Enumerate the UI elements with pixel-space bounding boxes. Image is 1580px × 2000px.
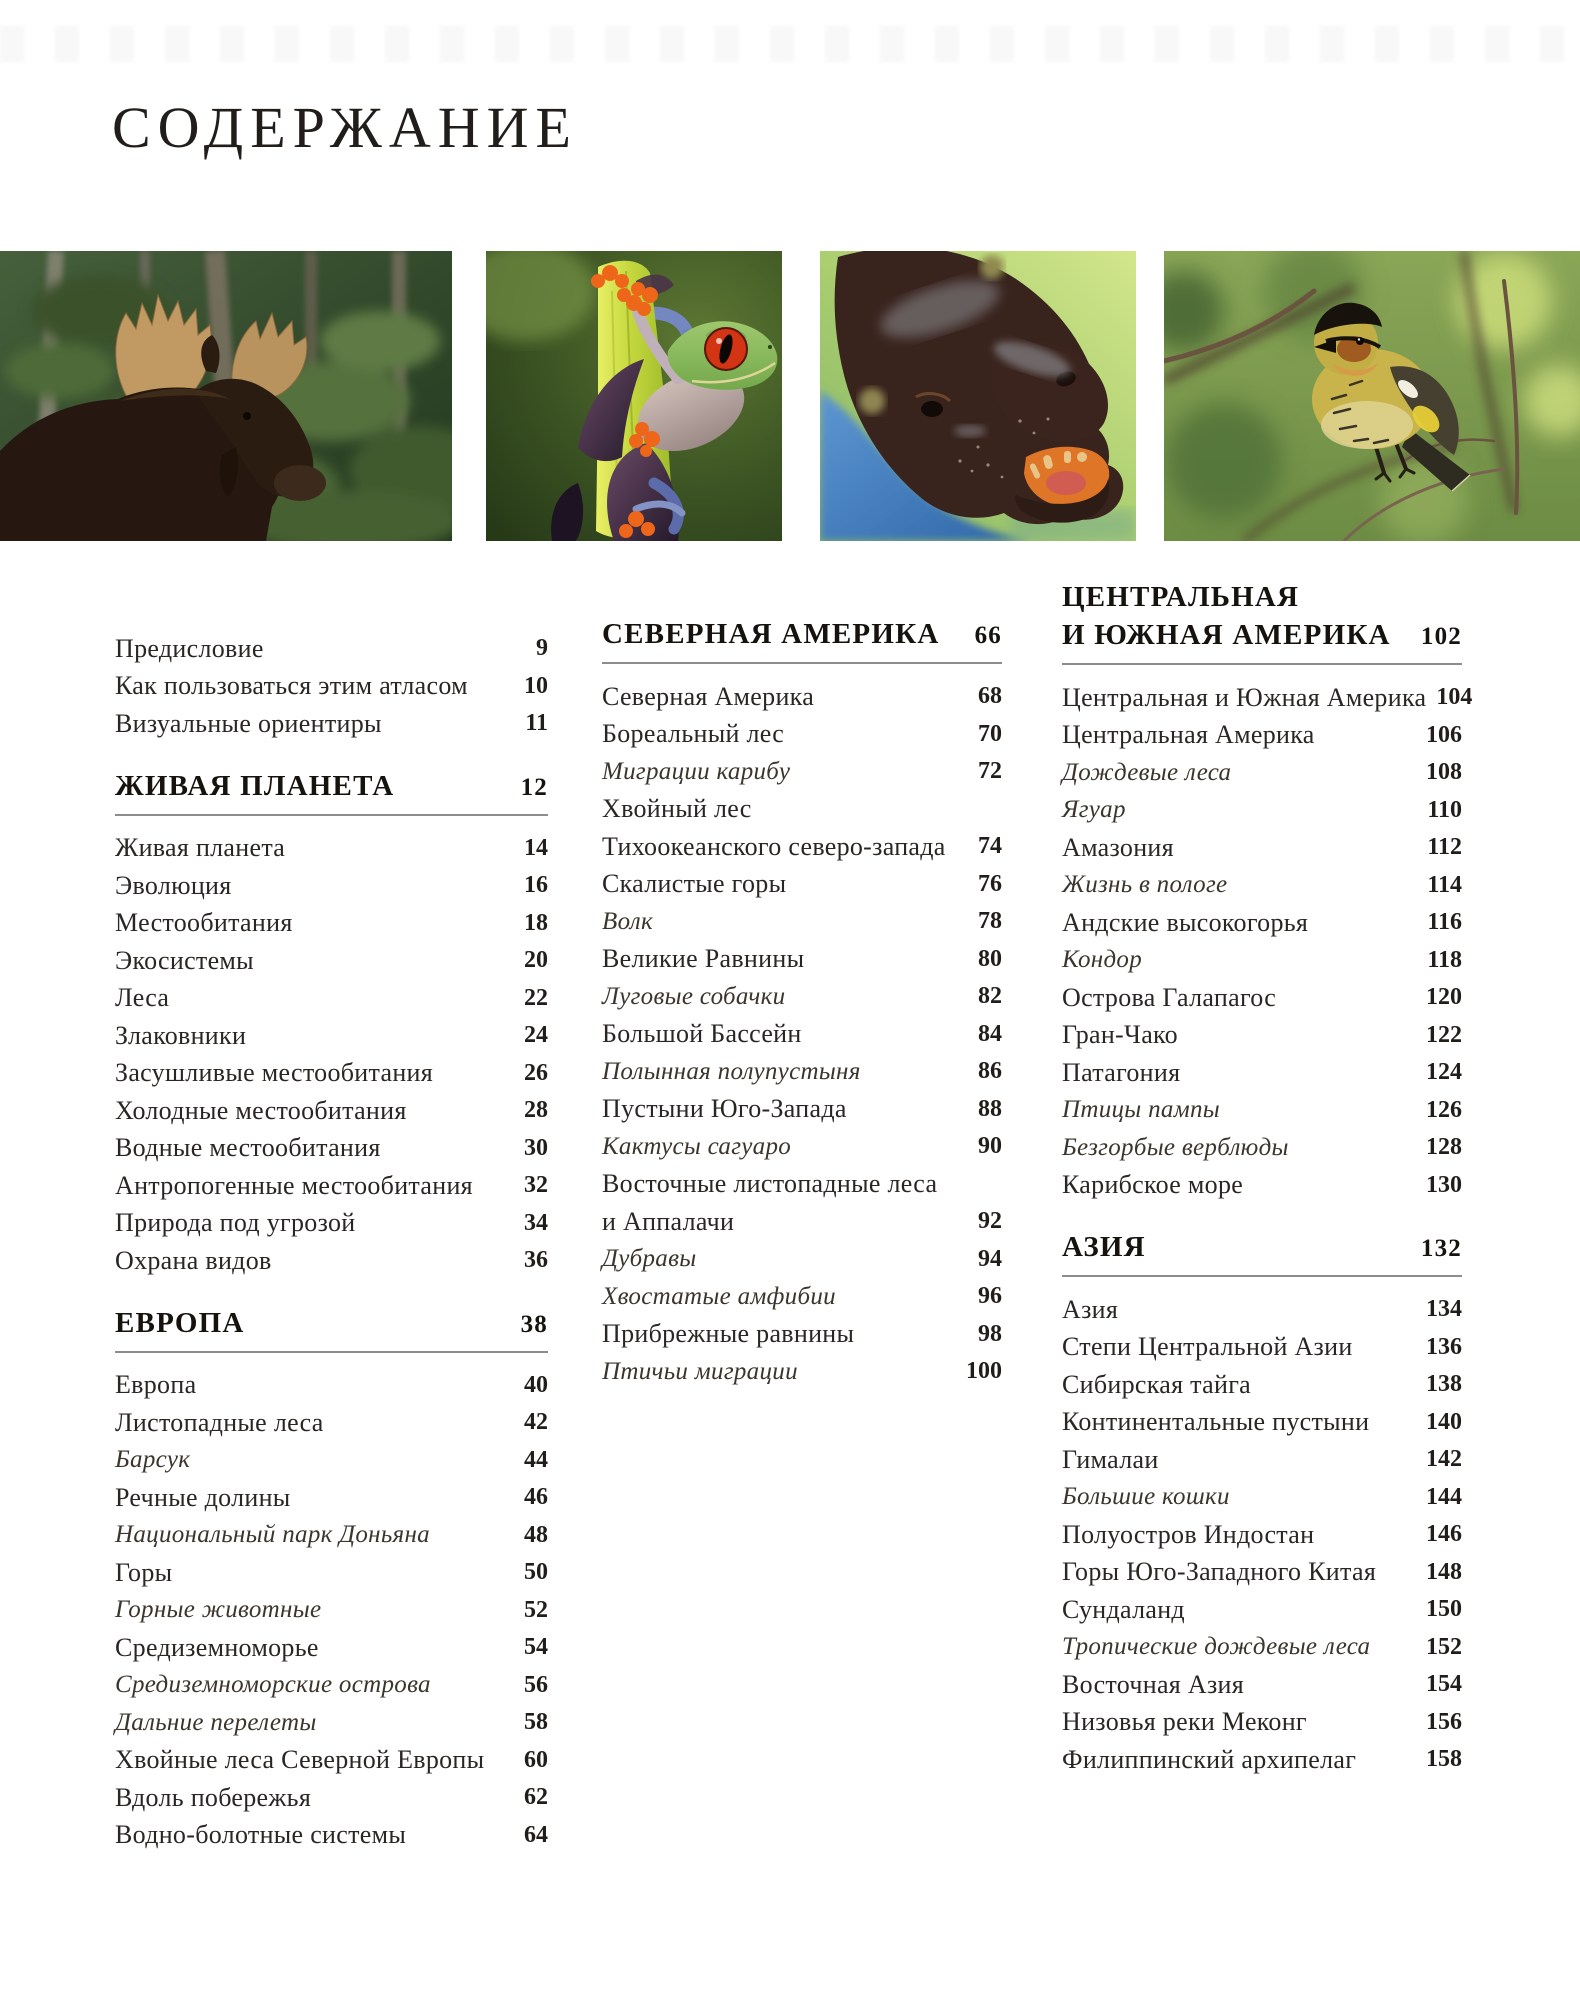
toc-entry-label: Как пользоваться этим атласом: [115, 671, 468, 701]
toc-entry: [1062, 792, 1462, 830]
toc-entry: [115, 830, 548, 868]
section-title: АЗИЯ: [1062, 1231, 1146, 1263]
toc-entry-label: Центральная и Южная Америка: [1062, 682, 1427, 712]
toc-entry-label: Горы Юго-Западного Китая: [1062, 1557, 1377, 1587]
toc-entry-page-number: 24: [524, 1022, 548, 1049]
toc-entry: [115, 942, 548, 980]
toc-entry-label: Волк: [602, 907, 653, 935]
toc-entry-label: Восточные листопадные леса: [602, 1169, 938, 1199]
toc-entry-label: Острова Галапагос: [1062, 982, 1277, 1012]
toc-entry: [115, 905, 548, 943]
pygmy-hippo-photo: [820, 251, 1136, 541]
toc-entry-label: Луговые собачки: [602, 982, 786, 1010]
toc-entry: [1062, 679, 1473, 717]
toc-section-header: [115, 1304, 548, 1353]
toc-entry: [115, 705, 548, 743]
toc-entry: [1062, 979, 1462, 1017]
toc-entry: [1062, 1017, 1462, 1055]
toc-entry: [115, 1055, 548, 1093]
toc-entry-page-number: 138: [1426, 1371, 1462, 1398]
toc-entry-page-number: 48: [524, 1521, 548, 1548]
toc-entry-label: Птицы пампы: [1062, 1096, 1220, 1124]
toc-entry-label: Полуостров Индостан: [1062, 1519, 1315, 1549]
warbler-photo: [1164, 251, 1580, 541]
toc-entry-label: Злаковники: [115, 1020, 247, 1050]
toc-entry-page-number: 76: [978, 870, 1002, 897]
toc-entry: [1062, 1666, 1462, 1704]
toc-entry-label: Бореальный лес: [602, 719, 785, 749]
tree-frog-photo: [486, 251, 782, 541]
toc-entry-page-number: 34: [524, 1209, 548, 1236]
toc-entry-page-number: 32: [524, 1172, 548, 1199]
toc-entry-page-number: 92: [978, 1208, 1002, 1235]
section-title: ЖИВАЯ ПЛАНЕТА: [115, 769, 395, 802]
toc-entry: [115, 1367, 548, 1405]
toc-entry-page-number: 108: [1426, 759, 1462, 786]
toc-entry: [602, 1203, 1002, 1241]
toc-entry-label: Андские высокогорья: [1062, 907, 1309, 937]
toc-entry-label: Речные долины: [115, 1482, 291, 1512]
toc-entry-page-number: 106: [1426, 721, 1462, 748]
toc-entry-page-number: 82: [978, 983, 1002, 1010]
toc-entry-page-number: 80: [978, 945, 1002, 972]
toc-entry-label: Птичьи миграции: [602, 1357, 798, 1385]
toc-entry-label: Барсук: [115, 1446, 191, 1474]
toc-entry: [115, 1742, 548, 1780]
toc-entry: [115, 1130, 548, 1168]
toc-entry-page-number: 150: [1426, 1596, 1462, 1623]
toc-entry-label: Европа: [115, 1370, 197, 1400]
section-header-line: [1062, 578, 1462, 616]
toc-entry: [115, 1167, 548, 1205]
toc-entry: [1062, 1741, 1462, 1779]
toc-entry: [115, 980, 548, 1018]
section-title: ЦЕНТРАЛЬНАЯ: [1062, 581, 1300, 613]
toc-entry-label: Водно-болотные системы: [115, 1820, 407, 1850]
toc-entry-page-number: 84: [978, 1020, 1002, 1047]
toc-entry-label: Большие кошки: [1062, 1483, 1230, 1511]
toc-entry-page-number: 26: [524, 1059, 548, 1086]
toc-entry-label: Филиппинский архипелаг: [1062, 1744, 1357, 1774]
toc-entry: [1062, 1629, 1462, 1667]
toc-entry-page-number: 122: [1426, 1021, 1462, 1048]
toc-entry-page-number: 90: [978, 1133, 1002, 1160]
toc-entry: [602, 1278, 1002, 1316]
toc-entry-page-number: 158: [1426, 1746, 1462, 1773]
toc-entry-label: Азия: [1062, 1294, 1119, 1324]
section-title: И ЮЖНАЯ АМЕРИКА: [1062, 619, 1391, 651]
toc-entry-page-number: 14: [524, 834, 548, 861]
toc-entry-label: Природа под угрозой: [115, 1208, 356, 1238]
toc-entry: [602, 866, 1002, 904]
toc-entry-label: Леса: [115, 983, 170, 1013]
toc-entry-page-number: 68: [978, 683, 1002, 710]
toc-entry-label: Сибирская тайга: [1062, 1369, 1252, 1399]
toc-entry: [602, 791, 1002, 829]
toc-entry-page-number: 36: [524, 1247, 548, 1274]
toc-entry: [1062, 1129, 1462, 1167]
toc-entry-label: Восточная Азия: [1062, 1669, 1244, 1699]
toc-entry-page-number: 98: [978, 1320, 1002, 1347]
section-page-number: 66: [974, 622, 1002, 649]
toc-entry: [1062, 1329, 1462, 1367]
toc-entry-label: Вдоль побережья: [115, 1782, 312, 1812]
toc-entry: [1062, 1366, 1462, 1404]
toc-entry: [115, 1017, 548, 1055]
toc-entry: [115, 1629, 548, 1667]
toc-entry-label: Дальние перелеты: [115, 1708, 317, 1736]
toc-entry: [602, 978, 1002, 1016]
toc-entry-page-number: 126: [1426, 1096, 1462, 1123]
toc-entry-page-number: 9: [536, 635, 548, 662]
section-header-line: [115, 767, 548, 807]
toc-entry: [602, 1353, 1002, 1391]
toc-entry: [602, 1016, 1002, 1054]
toc-entry-page-number: 100: [966, 1358, 1002, 1385]
toc-entry-label: Экосистемы: [115, 945, 254, 975]
toc-entry-page-number: 58: [524, 1709, 548, 1736]
toc-entry: [1062, 1554, 1462, 1592]
toc-entry: [602, 903, 1002, 941]
toc-entry-label: Кондор: [1062, 946, 1142, 974]
section-header-line: [115, 1304, 548, 1344]
toc-entry-page-number: 146: [1426, 1521, 1462, 1548]
toc-entry-label: Хвойные леса Северной Европы: [115, 1745, 485, 1775]
toc-entry-page-number: 120: [1426, 984, 1462, 1011]
toc-entry-page-number: 144: [1426, 1483, 1462, 1510]
toc-entry: [602, 941, 1002, 979]
toc-entry: [602, 1166, 1002, 1204]
toc-entry-page-number: 148: [1426, 1558, 1462, 1585]
toc-entry-label: Хвостатые амфибии: [602, 1282, 836, 1310]
toc-entry-page-number: 140: [1426, 1408, 1462, 1435]
toc-entry: [1062, 1479, 1462, 1517]
toc-entry: [602, 678, 1002, 716]
toc-entry: [1062, 1054, 1462, 1092]
toc-entry-page-number: 130: [1426, 1171, 1462, 1198]
toc-entry-page-number: 118: [1427, 946, 1462, 973]
toc-entry-label: Тропические дождевые леса: [1062, 1633, 1371, 1661]
toc-section-header: [115, 767, 548, 816]
toc-entry-label: Безгорбые верблюды: [1062, 1133, 1289, 1161]
toc-entry-label: Патагония: [1062, 1057, 1181, 1087]
toc-entry: [1062, 1404, 1462, 1442]
toc-entry: [115, 1517, 548, 1555]
toc-entry: [115, 1817, 548, 1855]
toc-entry-page-number: 74: [978, 833, 1002, 860]
toc-entry-label: Холодные местообитания: [115, 1095, 407, 1125]
toc-entry-page-number: 70: [978, 720, 1002, 747]
toc-entry: [602, 828, 1002, 866]
toc-entry-page-number: 22: [524, 984, 548, 1011]
toc-entry-label: Средиземноморье: [115, 1632, 319, 1662]
toc-entry-label: Горы: [115, 1557, 173, 1587]
toc-entry-page-number: 62: [524, 1784, 548, 1811]
toc-entry-label: Гималаи: [1062, 1444, 1159, 1474]
toc-entry: [1062, 1167, 1462, 1205]
toc-entry: [1062, 942, 1462, 980]
toc-entry-page-number: 128: [1426, 1134, 1462, 1161]
toc-entry-page-number: 72: [978, 758, 1002, 785]
toc-entry-label: Дождевые леса: [1062, 758, 1232, 786]
toc-entry-label: Гран-Чако: [1062, 1020, 1178, 1050]
toc-entry-label: и Аппалачи: [602, 1206, 735, 1236]
toc-entry: [115, 1242, 548, 1280]
scan-artifact: [0, 26, 1580, 62]
toc-entry-label: Полынная полупустыня: [602, 1057, 861, 1085]
toc-entry-label: Жизнь в пологе: [1062, 871, 1228, 899]
toc-entry: [115, 1092, 548, 1130]
toc-entry: [1062, 829, 1462, 867]
page-title: СОДЕРЖАНИЕ: [112, 95, 578, 160]
toc-entry-label: Местообитания: [115, 908, 293, 938]
toc-entry: [602, 1316, 1002, 1354]
toc-entry: [115, 1404, 548, 1442]
toc-column-middle: [602, 615, 1002, 1391]
toc-column-left: [115, 630, 548, 1854]
toc-entry-label: Миграции карибу: [602, 757, 791, 785]
toc-entry-page-number: 18: [524, 909, 548, 936]
toc-entry-page-number: 54: [524, 1634, 548, 1661]
toc-entry-page-number: 28: [524, 1097, 548, 1124]
toc-entry-label: Великие Равнины: [602, 944, 805, 974]
toc-section-header: [1062, 578, 1462, 665]
moose-photo: [0, 251, 452, 541]
toc-entry-page-number: 94: [978, 1245, 1002, 1272]
toc-entry-label: Горные животные: [115, 1596, 322, 1624]
section-title: СЕВЕРНАЯ АМЕРИКА: [602, 618, 940, 650]
toc-entry-page-number: 42: [524, 1409, 548, 1436]
toc-section-header: [1062, 1228, 1462, 1277]
toc-entry-page-number: 88: [978, 1095, 1002, 1122]
toc-entry-label: Средиземноморские острова: [115, 1671, 431, 1699]
toc-entry: [115, 1667, 548, 1705]
toc-entry: [115, 1442, 548, 1480]
toc-entry: [1062, 904, 1462, 942]
toc-entry: [602, 1128, 1002, 1166]
toc-entry-page-number: 50: [524, 1559, 548, 1586]
toc-entry: [115, 1554, 548, 1592]
toc-entry-label: Прибрежные равнины: [602, 1319, 855, 1349]
toc-entry-label: Охрана видов: [115, 1245, 272, 1275]
toc-entry-label: Водные местообитания: [115, 1133, 381, 1163]
toc-entry: [1062, 1591, 1462, 1629]
toc-entry-page-number: 112: [1427, 834, 1462, 861]
toc-entry-label: Эволюция: [115, 870, 232, 900]
toc-entry-page-number: 64: [524, 1821, 548, 1848]
toc-entry-label: Сундаланд: [1062, 1594, 1185, 1624]
toc-entry-page-number: 124: [1426, 1059, 1462, 1086]
toc-entry-page-number: 10: [524, 672, 548, 699]
section-page-number: 102: [1420, 623, 1462, 650]
toc-entry-label: Антропогенные местообитания: [115, 1170, 473, 1200]
toc-entry-page-number: 142: [1426, 1446, 1462, 1473]
section-header-line: [1062, 1228, 1462, 1268]
section-title: ЕВРОПА: [115, 1306, 245, 1339]
toc-entry-page-number: 104: [1436, 684, 1473, 711]
toc-entry-page-number: 44: [524, 1446, 548, 1473]
toc-entry: [602, 1241, 1002, 1279]
section-header-line: [602, 615, 1002, 655]
toc-entry-label: Центральная Америка: [1062, 720, 1315, 750]
toc-entry-page-number: 134: [1426, 1296, 1462, 1323]
toc-entry: [115, 1205, 548, 1243]
toc-entry: [115, 1704, 548, 1742]
toc-entry: [602, 716, 1002, 754]
toc-entry-label: Пустыни Юго-Запада: [602, 1094, 847, 1124]
toc-entry: [1062, 1092, 1462, 1130]
toc-entry-label: Визуальные ориентиры: [115, 708, 382, 738]
toc-entry-page-number: 154: [1426, 1671, 1462, 1698]
toc-entry-page-number: 152: [1426, 1633, 1462, 1660]
toc-entry: [115, 1479, 548, 1517]
toc-entry: [115, 1592, 548, 1630]
toc-entry-label: Большой Бассейн: [602, 1019, 802, 1049]
toc-entry-label: Амазония: [1062, 832, 1174, 862]
section-page-number: 12: [520, 773, 548, 801]
toc-entry-page-number: 52: [524, 1596, 548, 1623]
toc-entry: [1062, 1441, 1462, 1479]
toc-entry-label: Северная Америка: [602, 681, 815, 711]
toc-entry-page-number: 156: [1426, 1708, 1462, 1735]
toc-entry-label: Предисловие: [115, 633, 264, 663]
section-page-number: 132: [1420, 1235, 1462, 1262]
toc-entry-page-number: 20: [524, 947, 548, 974]
toc-entry-label: Живая планета: [115, 833, 286, 863]
section-header-line: [1062, 616, 1462, 656]
toc-entry-label: Скалистые горы: [602, 869, 787, 899]
toc-entry: [1062, 1291, 1462, 1329]
toc-entry-page-number: 96: [978, 1283, 1002, 1310]
toc-entry: [1062, 754, 1462, 792]
toc-entry-label: Степи Центральной Азии: [1062, 1332, 1353, 1362]
toc-entry: [1062, 867, 1462, 905]
toc-entry-label: Листопадные леса: [115, 1407, 324, 1437]
toc-entry-page-number: 60: [524, 1746, 548, 1773]
toc-entry-label: Кактусы сагуаро: [602, 1132, 792, 1160]
toc-entry-page-number: 30: [524, 1134, 548, 1161]
toc-entry-label: Засушливые местообитания: [115, 1058, 434, 1088]
toc-entry-label: Карибское море: [1062, 1170, 1244, 1200]
toc-entry-label: Континентальные пустыни: [1062, 1407, 1370, 1437]
toc-entry-page-number: 114: [1427, 871, 1462, 898]
toc-entry-label: Дубравы: [602, 1245, 697, 1273]
toc-entry-label: Ягуар: [1062, 796, 1126, 824]
toc-section-header: [602, 615, 1002, 664]
toc-entry-page-number: 110: [1427, 796, 1462, 823]
toc-entry: [1062, 1704, 1462, 1742]
toc-entry-page-number: 86: [978, 1058, 1002, 1085]
toc-entry: [602, 753, 1002, 791]
toc-entry: [115, 1779, 548, 1817]
toc-entry: [1062, 717, 1462, 755]
toc-entry: [115, 668, 548, 706]
toc-entry-page-number: 46: [524, 1484, 548, 1511]
toc-entry-page-number: 16: [524, 872, 548, 899]
toc-entry-page-number: 40: [524, 1371, 548, 1398]
toc-entry: [602, 1091, 1002, 1129]
toc-entry-page-number: 56: [524, 1671, 548, 1698]
toc-entry-label: Низовья реки Меконг: [1062, 1707, 1307, 1737]
toc-entry: [115, 630, 548, 668]
toc-entry-page-number: 116: [1427, 909, 1462, 936]
toc-column-right: [1062, 578, 1473, 1779]
toc-entry-page-number: 136: [1426, 1333, 1462, 1360]
toc-entry-page-number: 11: [525, 710, 548, 737]
toc-entry: [115, 867, 548, 905]
section-page-number: 38: [520, 1310, 548, 1338]
toc-entry-label: Тихоокеанского северо-запада: [602, 831, 946, 861]
toc-entry-page-number: 78: [978, 908, 1002, 935]
toc-entry-label: Национальный парк Доньяна: [115, 1521, 430, 1549]
toc-entry-label: Хвойный лес: [602, 794, 752, 824]
toc-entry: [1062, 1516, 1462, 1554]
toc-entry: [602, 1053, 1002, 1091]
